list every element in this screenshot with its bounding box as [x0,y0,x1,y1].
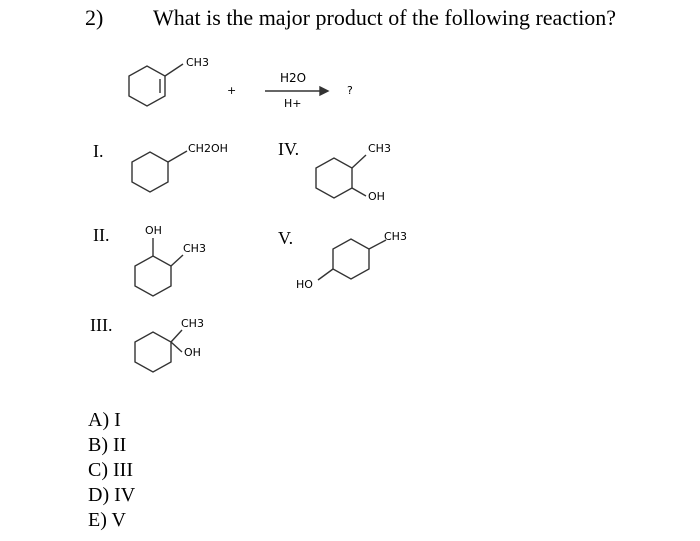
choice-c: C) III [88,459,133,481]
option-3-label: III. [90,315,113,335]
plus-sign: + [227,84,237,97]
option-4-structure [316,155,366,198]
product-unknown: ? [347,84,353,97]
question-number: 2) [85,5,104,30]
option-5-group-1: CH3 [384,230,407,243]
option-2-structure [135,238,183,296]
question-text: What is the major product of the following reaction? [153,5,617,30]
option-1-group-1: CH2OH [188,142,228,155]
choice-b: B) II [88,434,127,456]
reaction-arrow [265,87,328,95]
option-5-label: V. [278,228,294,248]
reagent-water: H2O [280,71,307,85]
option-3-structure [135,330,182,372]
option-3-group-2: OH [184,346,201,359]
option-2-group-2: CH3 [183,242,206,255]
option-4-group-1: CH3 [368,142,391,155]
reagent-acid: H+ [284,97,302,110]
option-5-group-2: HO [296,278,313,291]
choice-a: A) I [88,409,121,431]
option-5-structure [318,239,386,280]
option-3-group-1: CH3 [181,317,204,330]
option-4-label: IV. [278,139,300,159]
reactant-ch3-label: CH3 [186,56,209,69]
choice-d: D) IV [88,484,136,506]
option-4-group-2: OH [368,190,385,203]
option-2-group-1: OH [145,224,162,237]
option-1-structure [132,151,187,192]
choice-e: E) V [88,509,126,531]
option-1-label: I. [93,141,104,161]
option-2-label: II. [93,225,110,245]
reactant-ring [129,64,183,106]
